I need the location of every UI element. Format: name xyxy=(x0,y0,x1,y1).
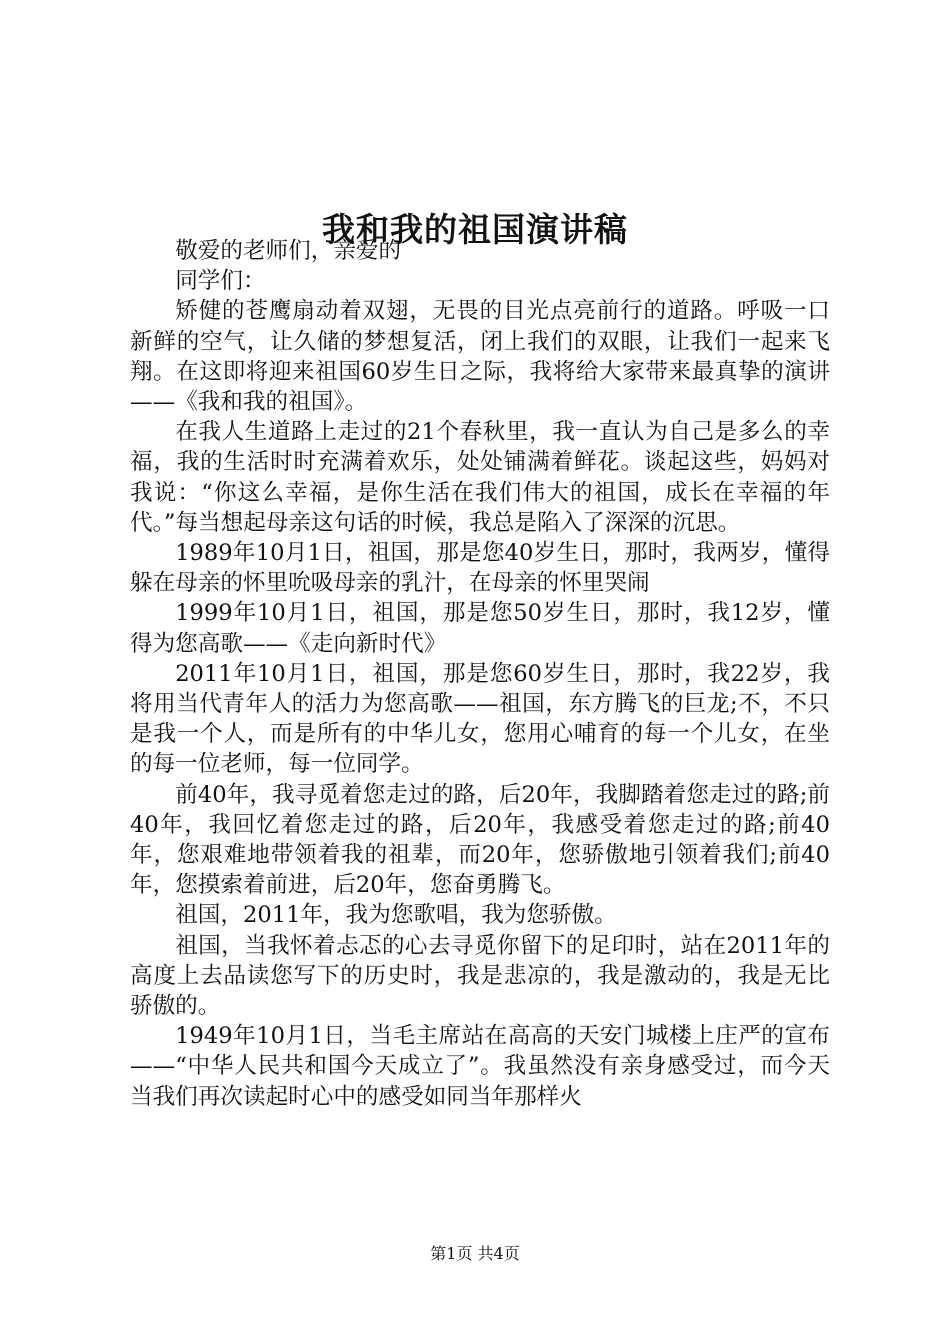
document-body xyxy=(130,236,830,1112)
page-footer: 第1页 共4页 xyxy=(430,1244,520,1263)
paragraph-forty-years: 前40年，我寻觅着您走过的路，后20年，我脚踏着您走过的路;前40年，我回忆着您走过的路，后20年，我感受着您走过的路;前40年，您艰难地带领着我的祖辈，而20年，您骄傲地引领着我们;前40年，您摸索着前进，后20年，您奋勇腾飞。 xyxy=(130,781,830,899)
paragraph-1989: 1989年10月1日，祖国，那是您40岁生日，那时，我两岁，懂得躲在母亲的怀里吮吸母亲的乳汁，在母亲的怀里哭闹 xyxy=(130,540,830,597)
paragraph-2011: 2011年10月1日，祖国，那是您60岁生日，那时，我22岁，我将用当代青年人的活力为您高歌——祖国，东方腾飞的巨龙;不，不只是我一个人，而是所有的中华儿女，您用心哺育的每一个儿女，在坐的每一位老师，每一位同学。 xyxy=(130,660,830,778)
salutation-line-1: 敬爱的老师们，亲爱的 xyxy=(175,238,402,264)
paragraph-footprints: 祖国，当我怀着忐忑的心去寻觅你留下的足印时，站在2011年的高度上去品读您写下的历史时，我是悲凉的，我是激动的，我是无比骄傲的。 xyxy=(130,932,830,1020)
paragraph-happiness: 在我人生道路上走过的21个春秋里，我一直认为自己是多么的幸福，我的生活时时充满着欢乐，处处铺满着鲜花。谈起这些，妈妈对我说：“你这么幸福，是你生活在我们伟大的祖国，成长在幸福的年代。”每当想起母亲这句话的时候，我总是陷入了深深的沉思。 xyxy=(130,419,830,536)
paragraph-1949: 1949年10月1日，当毛主席站在高高的天安门城楼上庄严的宣布——“中华人民共和国今天成立了”。我虽然没有亲身感受过，而今天当我们再次读起时心中的感受如同当年那样火 xyxy=(130,1023,830,1110)
paragraph-sing: 祖国，2011年，我为您歌唱，我为您骄傲。 xyxy=(175,902,617,929)
document-title: 我和我的祖国演讲稿 xyxy=(322,210,628,250)
paragraph-intro: 矫健的苍鹰扇动着双翅，无畏的目光点亮前行的道路。呼吸一口新鲜的空气，让久储的梦想复活，闭上我们的双眼，让我们一起来飞翔。在这即将迎来祖国60岁生日之际，我将给大家带来最真挚的演讲——《我和我的祖国》。 xyxy=(130,298,830,416)
salutation-line-2: 同学们： xyxy=(175,268,266,295)
paragraph-1999: 1999年10月1日，祖国，那是您50岁生日，那时，我12岁，懂得为您高歌——《走向新时代》 xyxy=(130,600,830,657)
